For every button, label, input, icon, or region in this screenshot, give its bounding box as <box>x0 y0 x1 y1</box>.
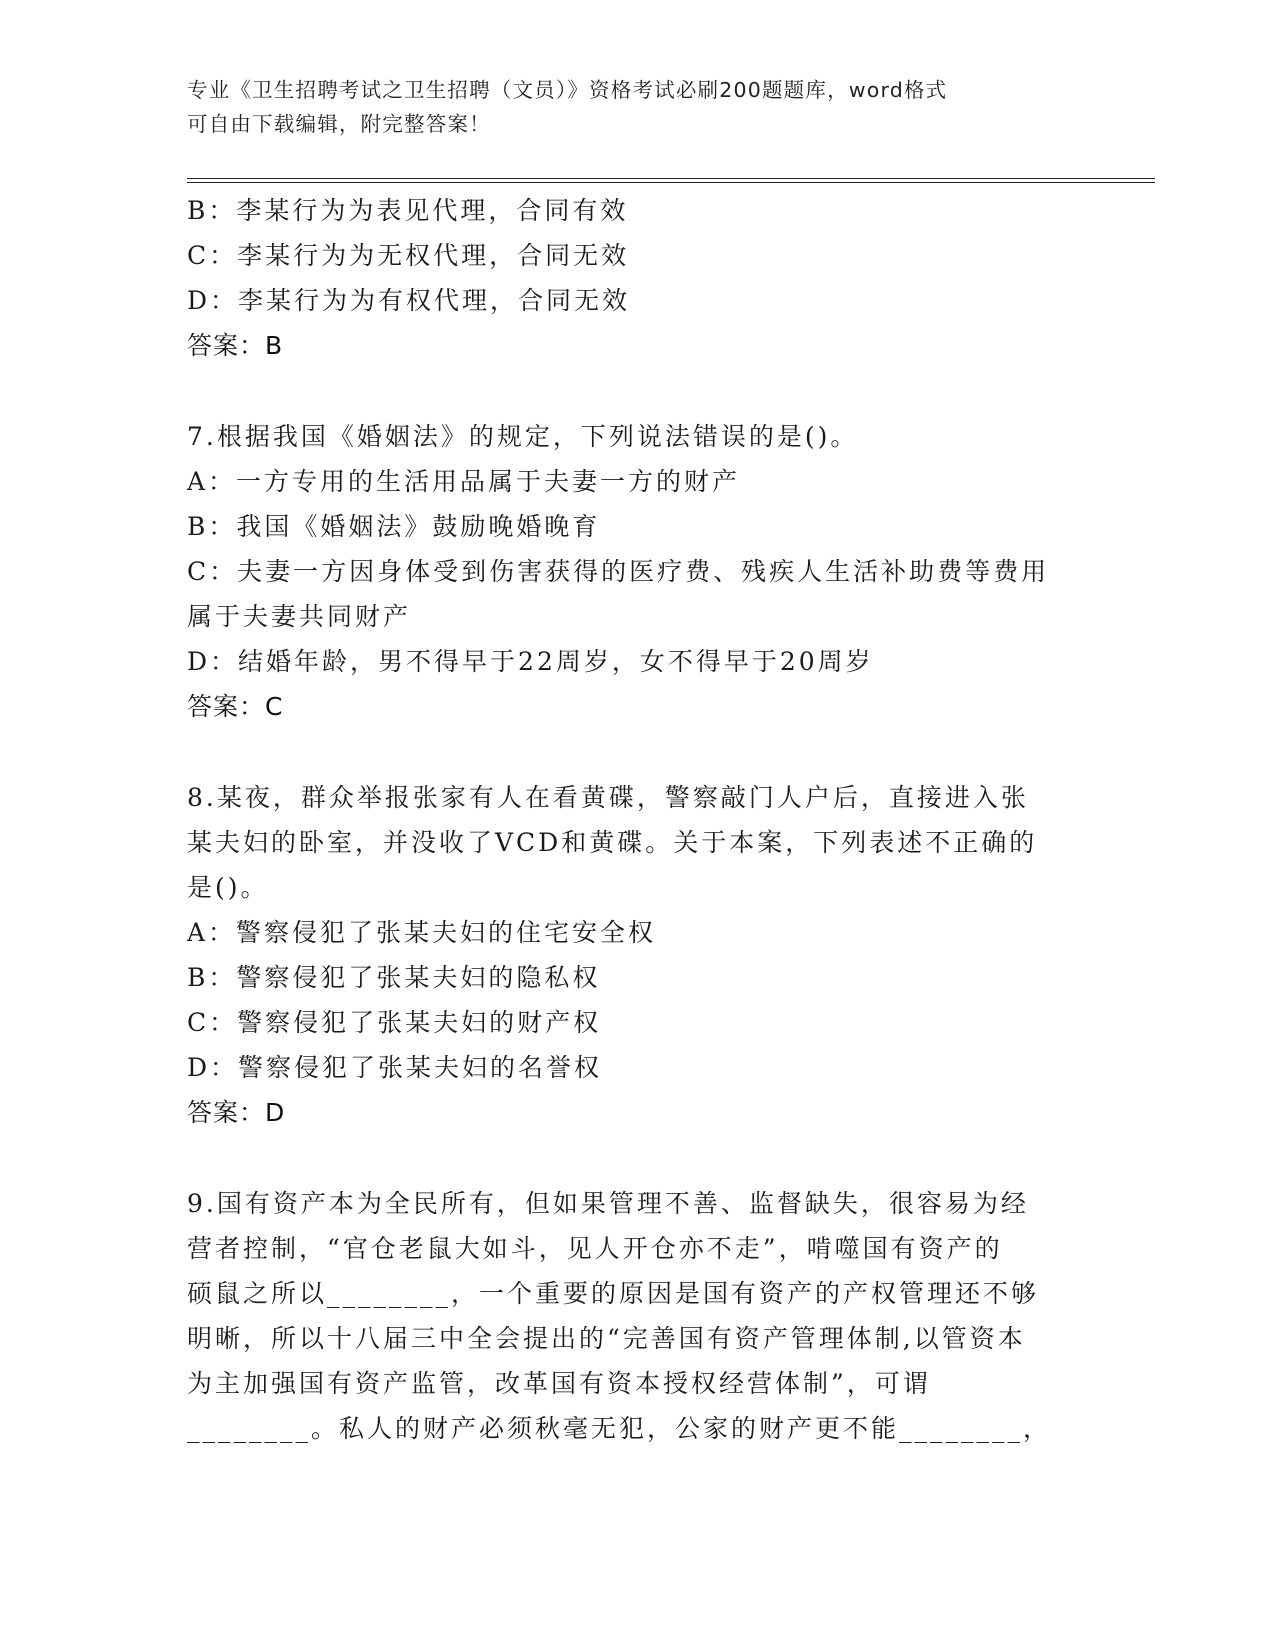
question-7 <box>187 414 1087 729</box>
q8-option-a: A：警察侵犯了张某夫妇的住宅安全权 <box>187 918 657 947</box>
q6-option-c: C：李某行为为无权代理，合同无效 <box>187 241 630 270</box>
q6-option-d: D：李某行为为有权代理，合同无效 <box>187 286 631 315</box>
q7-option-c-line-1: C：夫妻一方因身体受到伤害获得的医疗费、残疾人生活补助费等费用 <box>187 557 1050 586</box>
question-9 <box>187 1181 1087 1451</box>
q8-stem-line-3: 是()。 <box>187 873 269 902</box>
q8-option-d: D：警察侵犯了张某夫妇的名誉权 <box>187 1053 603 1082</box>
header-divider-top <box>187 178 1155 179</box>
q7-option-b: B：我国《婚姻法》鼓励晚婚晚育 <box>187 512 601 541</box>
q9-stem-line-1: 9.国有资产本为全民所有，但如果管理不善、监督缺失，很容易为经 <box>187 1189 1029 1218</box>
page-header <box>187 73 1067 141</box>
q7-option-a: A：一方专用的生活用品属于夫妻一方的财产 <box>187 467 741 496</box>
q9-stem-line-6: ________。私人的财产必须秋毫无犯，公家的财产更不能________， <box>187 1414 1052 1443</box>
q9-stem-line-2: 营者控制，“官仓老鼠大如斗，见人开仓亦不走”，啃噬国有资产的 <box>187 1234 1003 1263</box>
q8-stem-line-2: 某夫妇的卧室，并没收了VCD和黄碟。关于本案，下列表述不正确的 <box>187 828 1038 857</box>
header-title-line-2: 可自由下载编辑，附完整答案！ <box>187 112 491 136</box>
header-title-line-1: 专业《卫生招聘考试之卫生招聘（文员）》资格考试必刷200题题库，word格式 <box>187 78 948 102</box>
question-content <box>187 188 1087 1451</box>
q9-stem-line-3: 硕鼠之所以________，一个重要的原因是国有资产的产权管理还不够 <box>187 1279 1040 1308</box>
header-divider-bottom <box>187 182 1155 183</box>
question-6 <box>187 188 1087 368</box>
q7-option-c-line-2: 属于夫妻共同财产 <box>187 602 412 631</box>
q8-stem-line-1: 8.某夜，群众举报张家有人在看黄碟，警察敲门人户后，直接进入张 <box>187 783 1029 812</box>
spacer <box>187 1135 1087 1181</box>
q7-option-d: D：结婚年龄，男不得早于22周岁，女不得早于20周岁 <box>187 647 874 676</box>
q9-stem-line-5: 为主加强国有资产监管，改革国有资本授权经营体制”，可谓 <box>187 1369 931 1398</box>
q8-option-b: B：警察侵犯了张某夫妇的隐私权 <box>187 963 601 992</box>
q8-option-c: C：警察侵犯了张某夫妇的财产权 <box>187 1008 602 1037</box>
q9-stem-line-4: 明晰，所以十八届三中全会提出的“完善国有资产管理体制,以管资本 <box>187 1324 1026 1353</box>
spacer <box>187 368 1087 414</box>
q6-answer: 答案：B <box>187 331 284 360</box>
spacer <box>187 729 1087 775</box>
q7-answer: 答案：C <box>187 692 284 721</box>
q7-stem-line-1: 7.根据我国《婚姻法》的规定，下列说法错误的是()。 <box>187 422 859 451</box>
q6-option-b: B：李某行为为表见代理，合同有效 <box>187 196 629 225</box>
q8-answer: 答案：D <box>187 1098 286 1127</box>
question-8 <box>187 775 1087 1135</box>
